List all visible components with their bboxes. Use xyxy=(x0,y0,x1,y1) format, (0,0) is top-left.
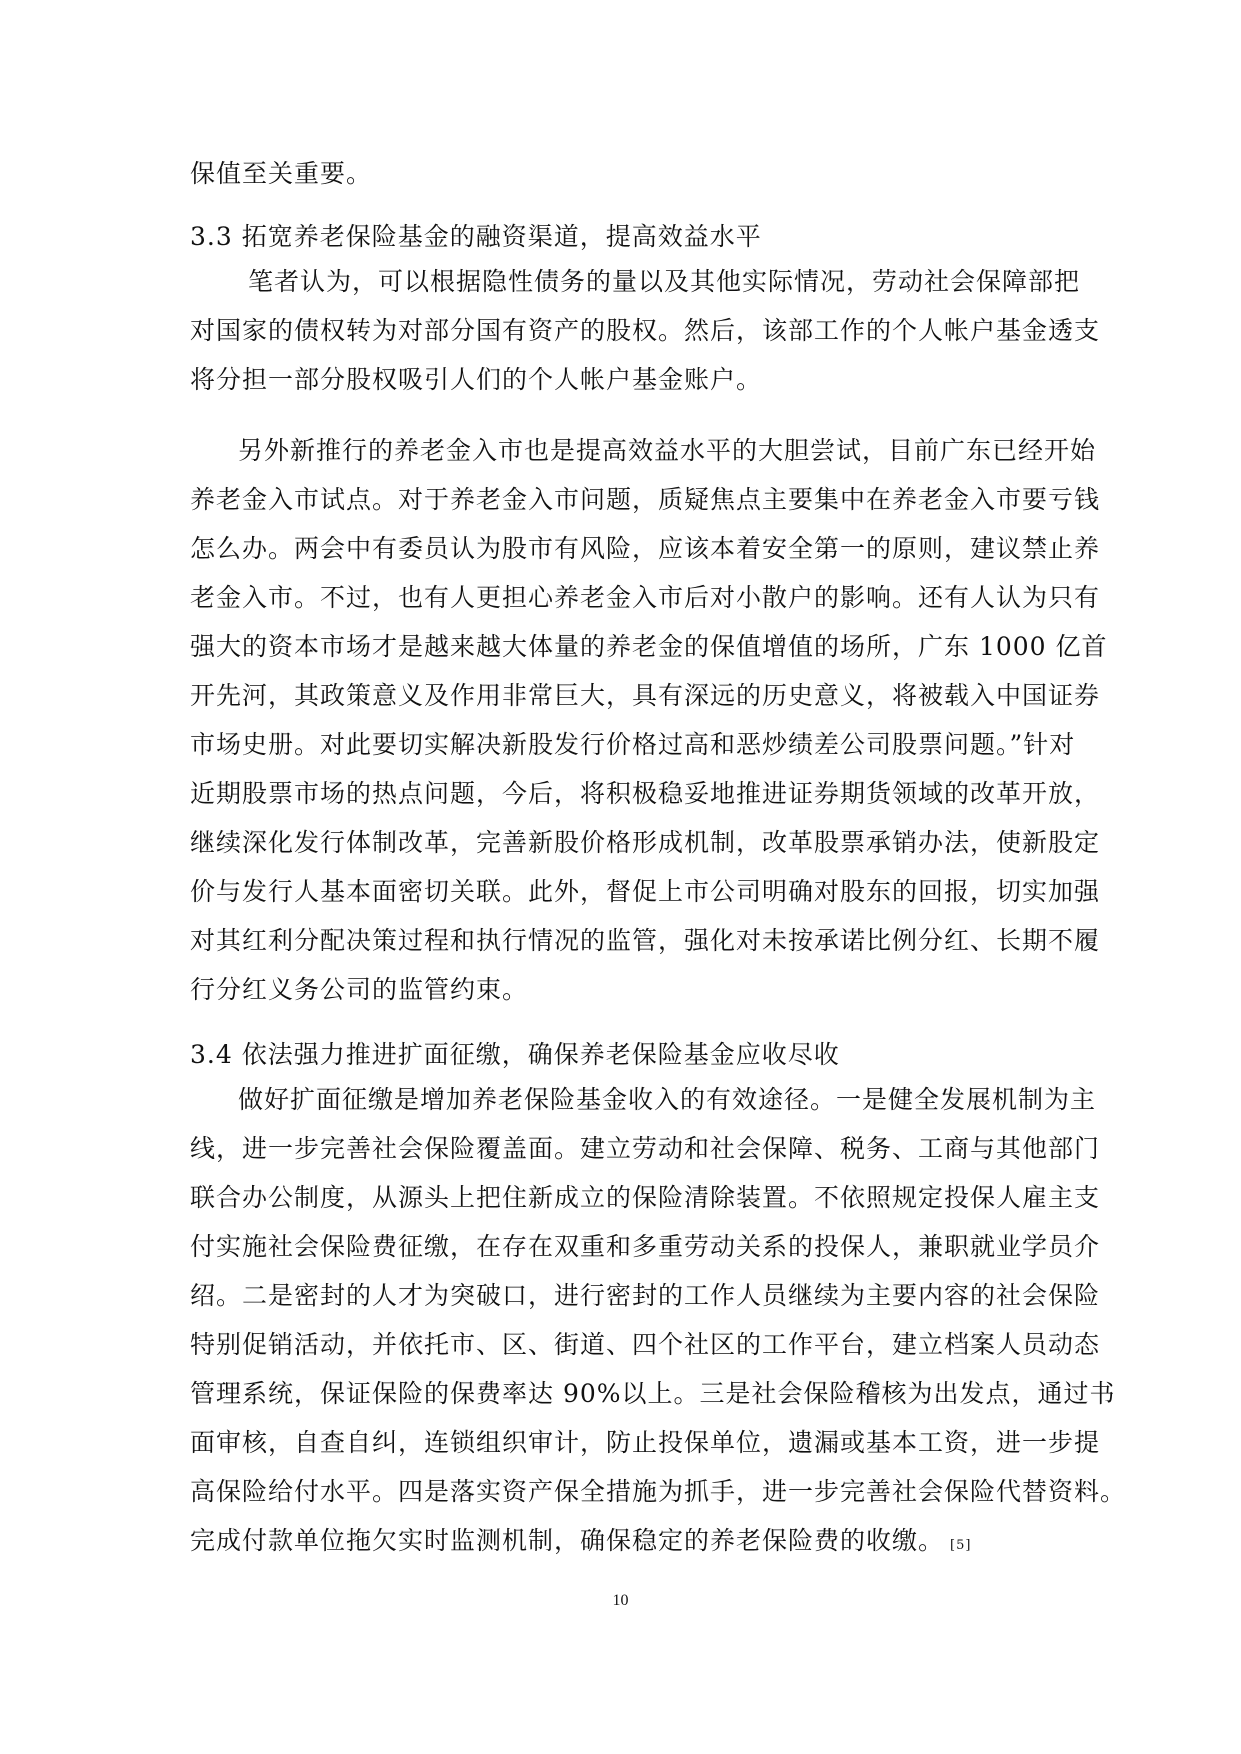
section-3-3-para2-line: 另外新推行的养老金入市也是提高效益水平的大胆尝试，目前广东已经开始 xyxy=(238,436,1097,465)
section-3-3-para1-line: 将分担一部分股权吸引人们的个人帐户基金账户。 xyxy=(190,365,763,394)
section-3-3-para2-line: 近期股票市场的热点问题，今后，将积极稳妥地推进证券期货领域的改革开放， xyxy=(190,779,1101,808)
section-3-4-para1-line: 线，进一步完善社会保险覆盖面。建立劳动和社会保障、税务、工商与其他部门 xyxy=(190,1134,1101,1163)
section-3-4-para1-line: 联合办公制度，从源头上把住新成立的保险清除装置。不依照规定投保人雇主支 xyxy=(190,1183,1101,1212)
section-3-3-para2-line: 价与发行人基本面密切关联。此外，督促上市公司明确对股东的回报，切实加强 xyxy=(190,877,1101,906)
section-3-4-para1-line: 高保险给付水平。四是落实资产保全措施为抓手，进一步完善社会保险代替资料。 xyxy=(190,1477,1127,1506)
section-3-3-para2-line: 强大的资本市场才是越来越大体量的养老金的保值增值的场所，广东 1000 亿首 xyxy=(190,632,1108,661)
page-number: 10 xyxy=(612,1592,629,1609)
section-heading-3-3: 3.3 拓宽养老保险基金的融资渠道，提高效益水平 xyxy=(190,222,762,251)
section-3-4-para1-line: 付实施社会保险费征缴，在存在双重和多重劳动关系的投保人，兼职就业学员介 xyxy=(190,1232,1101,1261)
section-3-4-para1-line: 特别促销活动，并依托市、区、街道、四个社区的工作平台，建立档案人员动态 xyxy=(190,1330,1101,1359)
section-3-3-para2-line: 开先河，其政策意义及作用非常巨大，具有深远的历史意义，将被载入中国证券 xyxy=(190,681,1101,710)
section-3-4-para1-line: 管理系统，保证保险的保费率达 90%以上。三是社会保险稽核为出发点，通过书 xyxy=(190,1379,1116,1408)
section-3-3-para2-line: 养老金入市试点。对于养老金入市问题，质疑焦点主要集中在养老金入市要亏钱 xyxy=(190,485,1101,514)
section-heading-3-4: 3.4 依法强力推进扩面征缴，确保养老保险基金应收尽收 xyxy=(190,1040,840,1069)
section-3-3-para2-line: 继续深化发行体制改革，完善新股价格形成机制，改革股票承销办法，使新股定 xyxy=(190,828,1101,857)
section-3-3-para1-line: 对国家的债权转为对部分国有资产的股权。然后，该部工作的个人帐户基金透支 xyxy=(190,316,1101,345)
section-3-4-para1-text: 完成付款单位拖欠实时监测机制，确保稳定的养老保险费的收缴。 xyxy=(190,1526,945,1555)
citation-reference: [5] xyxy=(950,1538,972,1553)
section-3-4-para1-line: 面审核，自查自纠，连锁组织审计，防止投保单位，遗漏或基本工资，进一步提 xyxy=(190,1428,1101,1457)
section-3-4-para1-line: 做好扩面征缴是增加养老保险基金收入的有效途径。一是健全发展机制为主 xyxy=(238,1085,1097,1114)
section-3-4-para1-line: 绍。二是密封的人才为突破口，进行密封的工作人员继续为主要内容的社会保险 xyxy=(190,1281,1101,1310)
section-3-3-para2-line: 怎么办。两会中有委员认为股市有风险，应该本着安全第一的原则，建议禁止养 xyxy=(190,534,1101,563)
paragraph-continuation: 保值至关重要。 xyxy=(190,159,373,188)
section-3-3-para2-line: 老金入市。不过，也有人更担心养老金入市后对小散户的影响。还有人认为只有 xyxy=(190,583,1101,612)
section-3-3-para1-line: 笔者认为，可以根据隐性债务的量以及其他实际情况，劳动社会保障部把 xyxy=(248,267,1081,296)
section-3-3-para2-line: 市场史册。对此要切实解决新股发行价格过高和恶炒绩差公司股票问题。”针对 xyxy=(190,730,1076,759)
section-3-3-para2-line: 对其红利分配决策过程和执行情况的监管，强化对未按承诺比例分红、长期不履 xyxy=(190,926,1101,955)
section-3-3-para2-line: 行分红义务公司的监管约束。 xyxy=(190,975,529,1004)
section-3-4-para1-last-line xyxy=(190,1516,971,1565)
